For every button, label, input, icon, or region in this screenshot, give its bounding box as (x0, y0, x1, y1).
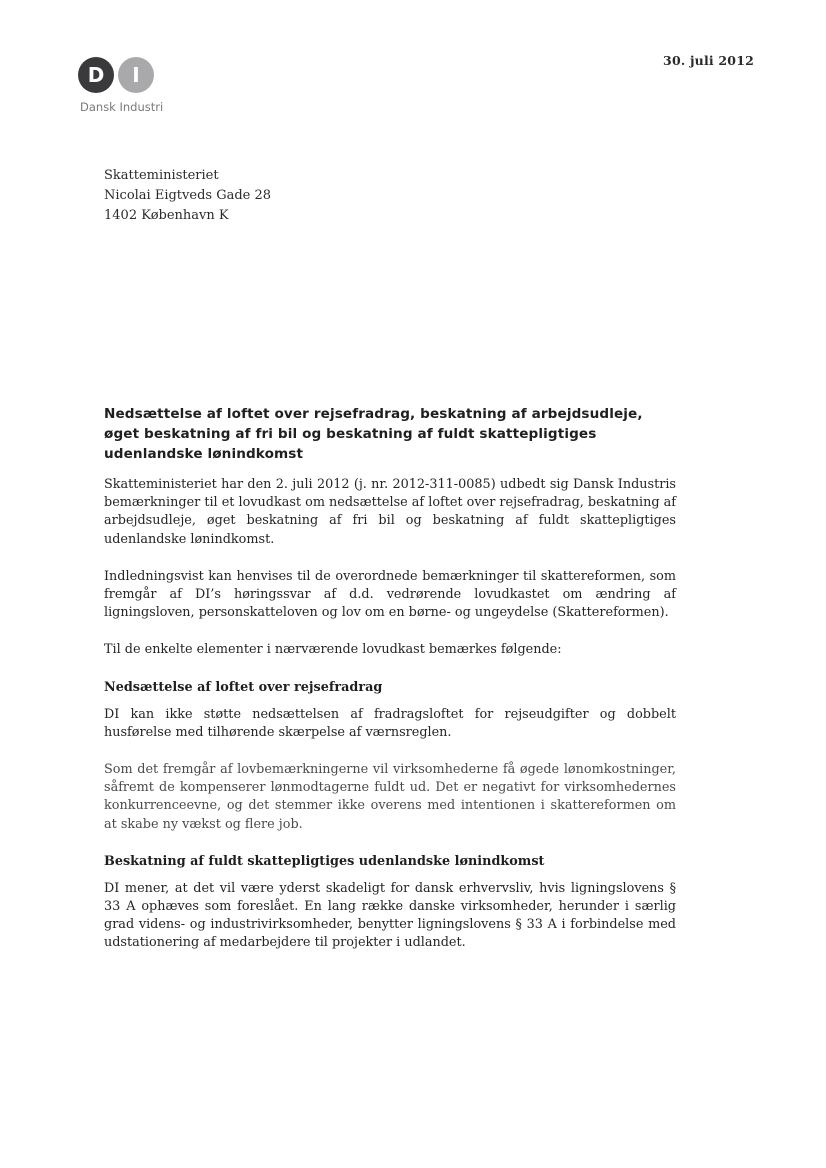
intro-paragraph: Skatteministeriet har den 2. juli 2012 (j. nr. 2012-311-0085) udbedt sig Dansk Industris bemærkninger til et lovudkast om nedsættelse af loftet over rejsefradrag, beskatning af arbejdsudleje, øget beskatning af fri bil og beskatning af fuldt skattepligtiges udenlandske lønindkomst. (104, 477, 676, 547)
recipient-address (104, 166, 271, 226)
logo-i-circle: I (118, 57, 154, 93)
logo-company-name: Dansk Industri (80, 100, 164, 114)
letter-body (104, 404, 676, 972)
recipient-line: 1402 København K (104, 208, 229, 223)
logo-d-circle: D (78, 57, 114, 93)
di-logo (78, 57, 188, 119)
section-paragraph: DI mener, at det vil være yderst skadeligt for dansk erhvervsliv, hvis ligningslovens § 33 A ophæves som foreslået. En lang række danske virksomheder, herunder i særlig grad videns- og industrivirksomheder, benytter ligningslovens § 33 A i forbindelse med udstationering af medarbejdere til projekter i udlandet. (104, 880, 676, 951)
section-heading: Beskatning af fuldt skattepligtiges udenlandske lønindkomst (104, 853, 545, 869)
recipient-line: Nicolai Eigtveds Gade 28 (104, 188, 272, 203)
letter-date: 30. juli 2012 (663, 53, 754, 68)
section-heading: Nedsættelse af loftet over rejsefradrag (104, 679, 383, 695)
recipient-line: Skatteministeriet (104, 168, 219, 183)
letter-title: Nedsættelse af loftet over rejsefradrag, beskatning af arbejdsudleje, øget beskatning af fri bil og beskatning af fuldt skattepligtiges udenlandske lønindkomst (104, 406, 643, 462)
intro-paragraph: Til de enkelte elementer i nærværende lovudkast bemærkes følgende: (104, 642, 562, 658)
section-paragraph: DI kan ikke støtte nedsættelsen af fradragsloftet for rejseudgifter og dobbelt husførelse med tilhørende skærpelse af værnsreglen. (104, 706, 676, 740)
section-paragraph: Som det fremgår af lovbemærkningerne vil virksomhederne få øgede lønomkostninger, såfremt de kompenserer lønmodtagerne fuldt ud. Det er negativt for virksomhedernes konkurrenceevne, og det stemmer ikke overens med intentionen i skattereformen om at skabe ny vækst og flere job. (104, 762, 676, 832)
intro-paragraph: Indledningsvist kan henvises til de overordnede bemærkninger til skattereformen, som fremgår af DI’s høringssvar af d.d. vedrørende lovudkastet om ændring af ligningsloven, personskatteloven og lov om en børne- og ungeydelse (Skattereformen). (104, 568, 676, 621)
